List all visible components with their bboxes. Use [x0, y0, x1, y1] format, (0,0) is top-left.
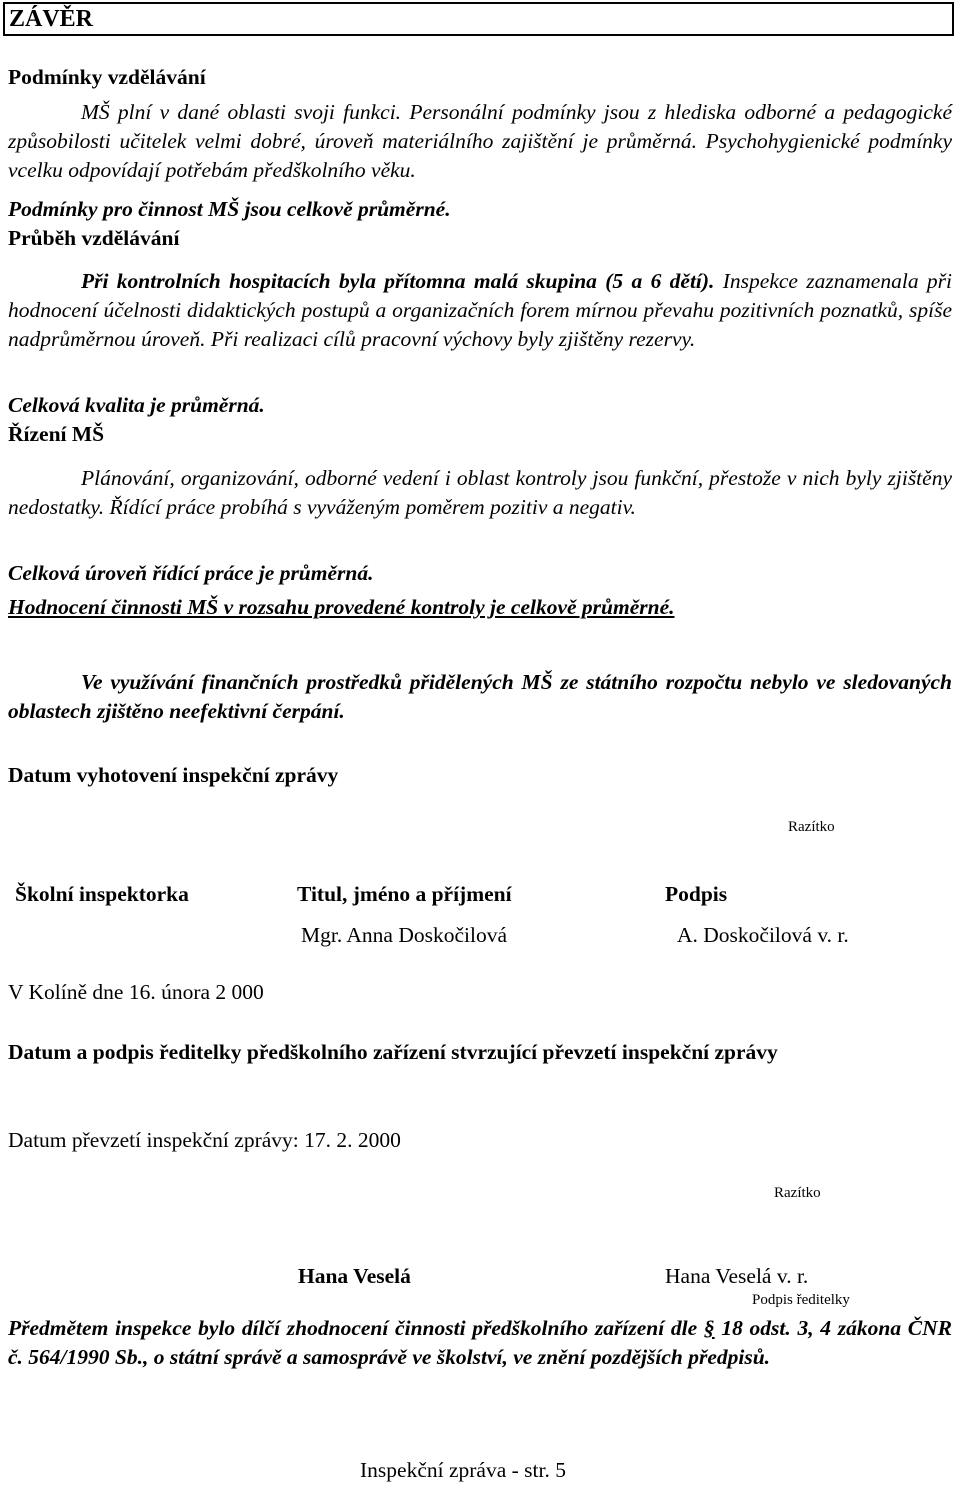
inspector-signature: A. Doskočilová v. r.	[677, 923, 849, 947]
conditions-text-a: MŠ plní v dané oblasti svoji funkci.	[81, 100, 410, 124]
place-and-date: V Kolíně dne 16. února 2 000	[8, 980, 264, 1004]
page-footer: Inspekční zpráva - str. 5	[360, 1458, 566, 1482]
education-text-a: Při kontrolních hospitacích byla přítomna malá skupina (5 a 6 dětí).	[81, 269, 723, 293]
director-signature: Hana Veselá v. r.	[665, 1264, 809, 1288]
report-date-heading: Datum vyhotovení inspekční zprávy	[8, 763, 339, 787]
section-conditions-paragraph	[8, 98, 952, 185]
note-part-1: Předmětem inspekce bylo dílčí zhodnocení činnosti předškolního zařízení dle	[8, 1316, 704, 1340]
finance-paragraph	[8, 668, 952, 726]
inspector-role-header: Školní inspektorka	[15, 882, 189, 906]
stamp-label-1: Razítko	[788, 819, 835, 835]
overall-evaluation: Hodnocení činnosti MŠ v rozsahu provedené kontroly je celkově průměrné.	[8, 595, 675, 619]
finance-text: Ve využívání finančních prostředků přidělených MŠ ze státního rozpočtu nebylo ve sledovaných oblastech zjištěno neefektivní čerpání.	[8, 670, 952, 723]
receipt-date: Datum převzetí inspekční zprávy: 17. 2. 2000	[8, 1128, 401, 1152]
education-text-b: Inspekce zaznamenala při hodnocení účelnosti didaktických postupů a organizačních forem mírnou převahu pozitivních poznatků, spíše nadprůměrnou úroveň.	[8, 269, 952, 351]
signature-header: Podpis	[665, 882, 728, 906]
section-heading-management: Řízení MŠ	[8, 422, 105, 446]
name-header: Titul, jméno a příjmení	[297, 882, 512, 906]
director-name: Hana Veselá	[298, 1264, 411, 1288]
education-text-c: Při realizaci cílů pracovní výchovy byly zjištěny rezervy.	[210, 327, 696, 351]
education-summary: Celková kvalita je průměrná.	[8, 393, 265, 417]
director-confirmation-heading: Datum a podpis ředitelky předškolního zařízení stvrzující převzetí inspekční zprávy	[8, 1040, 778, 1064]
inspector-name: Mgr. Anna Doskočilová	[301, 923, 508, 947]
note-part-3: , o státní správě a samosprávě ve školství, ve znění pozdějších předpisů.	[142, 1345, 771, 1369]
section-heading-conditions: Podmínky vzdělávání	[8, 65, 206, 89]
management-text-a: Plánování, organizování, odborné vedení i oblast kontroly jsou funkční, přestože v nich byly zjištěny nedostatky.	[8, 466, 952, 519]
section-heading-education: Průběh vzdělávání	[8, 226, 180, 250]
management-text-b: Řídící práce probíhá s vyváženým poměrem pozitiv a negativ.	[109, 495, 636, 519]
conditions-summary: Podmínky pro činnost MŠ jsou celkově průměrné.	[8, 197, 451, 221]
section-management-paragraph	[8, 464, 952, 522]
stamp-label-2: Razítko	[774, 1185, 821, 1201]
conditions-text-b: Personální podmínky jsou z hlediska odborné a pedagogické způsobilosti učitelek velmi dobré, úroveň materiálního zajištění je průměrná. Psychohygienické podmínky vcelku odpovídají potřebám předškolního věku.	[8, 100, 953, 182]
page-title: ZÁVĚR	[9, 6, 94, 32]
section-education-paragraph	[8, 267, 952, 354]
title-box	[3, 2, 954, 36]
note-part-2: 18 odst. 3, 4 zákona ČNR č. 564/1990 Sb.	[8, 1316, 952, 1369]
management-summary: Celková úroveň řídící práce je průměrná.	[8, 561, 374, 585]
inspection-subject-note	[8, 1314, 952, 1372]
section-sign: §	[703, 1316, 715, 1340]
director-signature-label: Podpis ředitelky	[752, 1292, 850, 1308]
